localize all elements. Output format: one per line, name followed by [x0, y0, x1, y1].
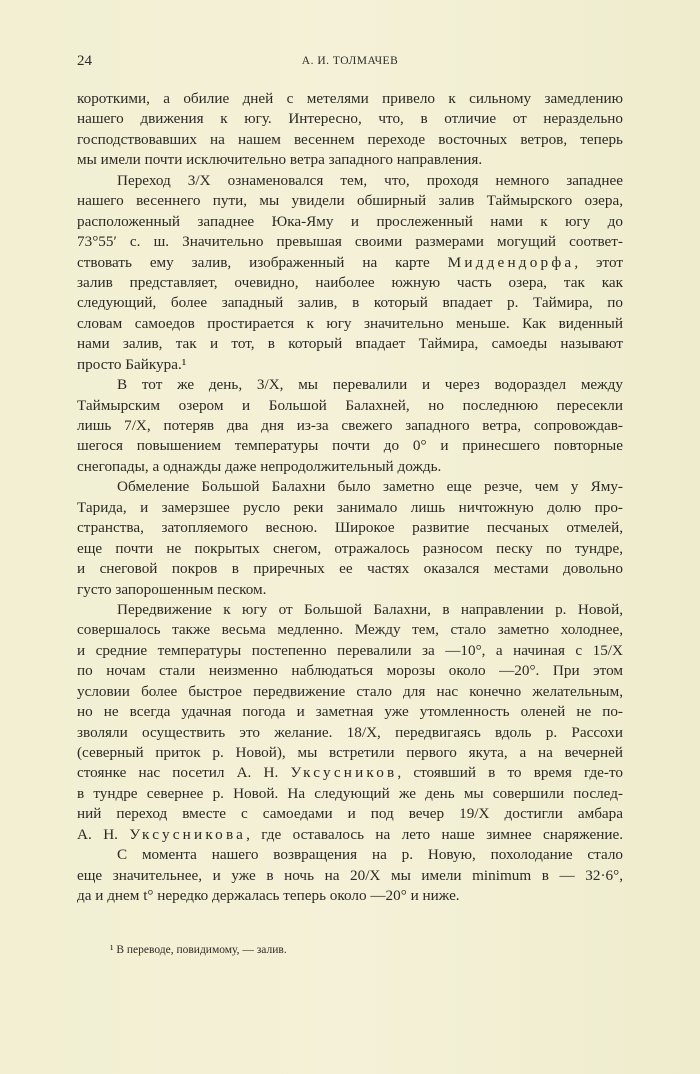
text-line	[77, 232, 623, 252]
footnote: ¹ В переводе, повидимому, — залив.	[110, 944, 287, 956]
text-segment: Передвижение к югу от Большой Балахни, в направлении р. Новой,	[117, 600, 623, 618]
text-segment: 73°55′ с. ш. Значительно превышая своими размерами могущий соответ-	[77, 233, 623, 251]
text-line	[77, 293, 623, 313]
text-segment: расположенный западнее Юка-Яму и прослеженный нами к югу до	[77, 212, 623, 230]
text-line	[77, 580, 623, 600]
text-segment: еще почти не покрытых снегом, отражалось разносом песку по тундре,	[77, 539, 623, 557]
text-segment: стоянке нас посетил А. Н.	[77, 764, 291, 782]
text-line	[77, 109, 623, 129]
text-segment: и снеговой покров в приречных ее частях оказался местами довольно	[77, 560, 623, 578]
text-segment: , этот	[574, 253, 623, 271]
text-segment: просто Байкура.¹	[77, 355, 187, 373]
running-head: А. И. ТОЛМАЧЕВ	[301, 55, 399, 67]
text-line	[77, 273, 623, 293]
text-line	[77, 641, 623, 661]
text-segment: да и днем t° нередко держалась теперь около —20° и ниже.	[77, 887, 460, 905]
text-segment: шегося повышением температуры почти до 0° и принесшего повторные	[77, 437, 623, 455]
text-line	[77, 866, 623, 886]
text-segment: господствовавших на нашем весеннем переходе восточных ветров, теперь	[77, 130, 623, 148]
text-segment: условии более быстрое передвижение стало для нас конечно желательным,	[77, 682, 623, 700]
text-segment: Обмеление Большой Балахни было заметно еще резче, чем у Яму-	[117, 478, 623, 496]
text-segment: и средние температуры постепенно перевалили за —10°, а начиная с 15/X	[77, 641, 623, 659]
text-segment: В тот же день, 3/X, мы перевалили и через водораздел между	[117, 376, 623, 394]
text-segment: странства, затопляемого весною. Широкое развитие песчаных отмелей,	[77, 519, 623, 537]
text-segment: в тундре севернее р. Новой. На следующий же день мы совершили послед-	[77, 784, 623, 802]
text-segment: снегопады, а однажды даже непродолжительный дождь.	[77, 457, 442, 475]
text-line	[77, 559, 623, 579]
text-segment: Переход 3/X ознаменовался тем, что, проходя немного западнее	[117, 171, 623, 189]
text-line	[77, 130, 623, 150]
text-segment: густо запорошенным песком.	[77, 580, 267, 598]
text-segment: следующий, более западный залив, в который впадает р. Таймира, по	[77, 294, 623, 312]
text-line	[77, 784, 623, 804]
text-line	[77, 212, 623, 232]
text-segment: Тарида, и замерзшее русло реки занимало лишь ничтожную долю про-	[77, 498, 623, 516]
text-line	[77, 518, 623, 538]
text-segment: ний переход вместе с самоедами и под вечер 19/X достигли амбара	[77, 805, 623, 823]
text-segment: , где оставалось на лето наше зимнее снаряжение.	[246, 825, 624, 843]
text-segment: нами залив, так и тот, в который впадает Таймира, самоеды называют	[77, 335, 623, 353]
spaced-name: Уксусникова	[129, 825, 247, 843]
text-line	[77, 804, 623, 824]
text-segment: нашего движения к югу. Интересно, что, в отличие от нераздельно	[77, 110, 623, 128]
text-line	[77, 682, 623, 702]
text-line	[77, 416, 623, 436]
spaced-name: Миддендорфа	[447, 253, 575, 271]
text-segment: ствовать ему залив, изображенный на карте	[77, 253, 448, 271]
text-line	[77, 191, 623, 211]
spaced-name: Уксусников	[290, 764, 398, 782]
text-line	[77, 743, 623, 763]
text-line	[77, 355, 623, 375]
text-segment: совершалось также весьма медленно. Между тем, стало заметно холоднее,	[77, 621, 623, 639]
text-line	[77, 600, 623, 620]
text-line	[77, 539, 623, 559]
text-line	[77, 150, 623, 170]
text-line	[77, 661, 623, 681]
text-segment: еще значительнее, и уже в ночь на 20/X мы имели minimum в — 32·6°,	[77, 866, 623, 884]
text-segment: А. Н.	[77, 825, 130, 843]
text-segment: мы имели почти исключительно ветра западного направления.	[77, 151, 483, 169]
text-line	[77, 314, 623, 334]
text-line	[77, 375, 623, 395]
text-segment: Таймырским озером и Большой Балахней, но последнюю пересекли	[77, 396, 623, 414]
text-line	[77, 334, 623, 354]
text-line	[77, 253, 623, 273]
text-segment: залив представляет, очевидно, наиболее южную часть озера, так как	[77, 273, 623, 291]
text-line	[77, 89, 623, 109]
text-line	[77, 702, 623, 722]
text-segment: зволяли осуществить это желание. 18/X, передвигаясь вдоль р. Рассохи	[77, 723, 623, 741]
text-line	[77, 763, 623, 783]
text-segment: (северный приток р. Новой), мы встретили первого якута, а на вечерней	[77, 744, 623, 761]
text-line	[77, 620, 623, 640]
text-segment: но не всегда удачная погода и заметная уже утомленность оленей не по-	[77, 703, 623, 721]
text-line	[77, 845, 623, 865]
text-segment: по ночам стали неизменно наблюдаться морозы около —20°. При этом	[77, 662, 623, 680]
text-line	[77, 723, 623, 743]
text-segment: словам самоедов простирается к югу значительно меньше. Как виденный	[77, 314, 623, 332]
text-segment: короткими, а обилие дней с метелями привело к сильному замедлению	[77, 90, 623, 107]
text-segment: лишь 7/X, потеряв два дня из-за свежего западного ветра, сопровождав-	[77, 417, 623, 434]
text-segment: С момента нашего возвращения на р. Новую, похолодание стало	[117, 846, 623, 864]
text-line	[77, 396, 623, 416]
text-line	[77, 436, 623, 456]
text-line	[77, 498, 623, 518]
text-line	[77, 886, 623, 906]
text-line	[77, 825, 623, 845]
text-segment: нашего весеннего пути, мы увидели обширный залив Таймырского озера,	[77, 192, 623, 210]
text-segment: , стоявший в то время где-то	[397, 764, 624, 782]
body-text	[77, 89, 623, 907]
page-number: 24	[77, 53, 92, 69]
text-line	[77, 457, 623, 477]
text-line	[77, 171, 623, 191]
text-line	[77, 477, 623, 497]
